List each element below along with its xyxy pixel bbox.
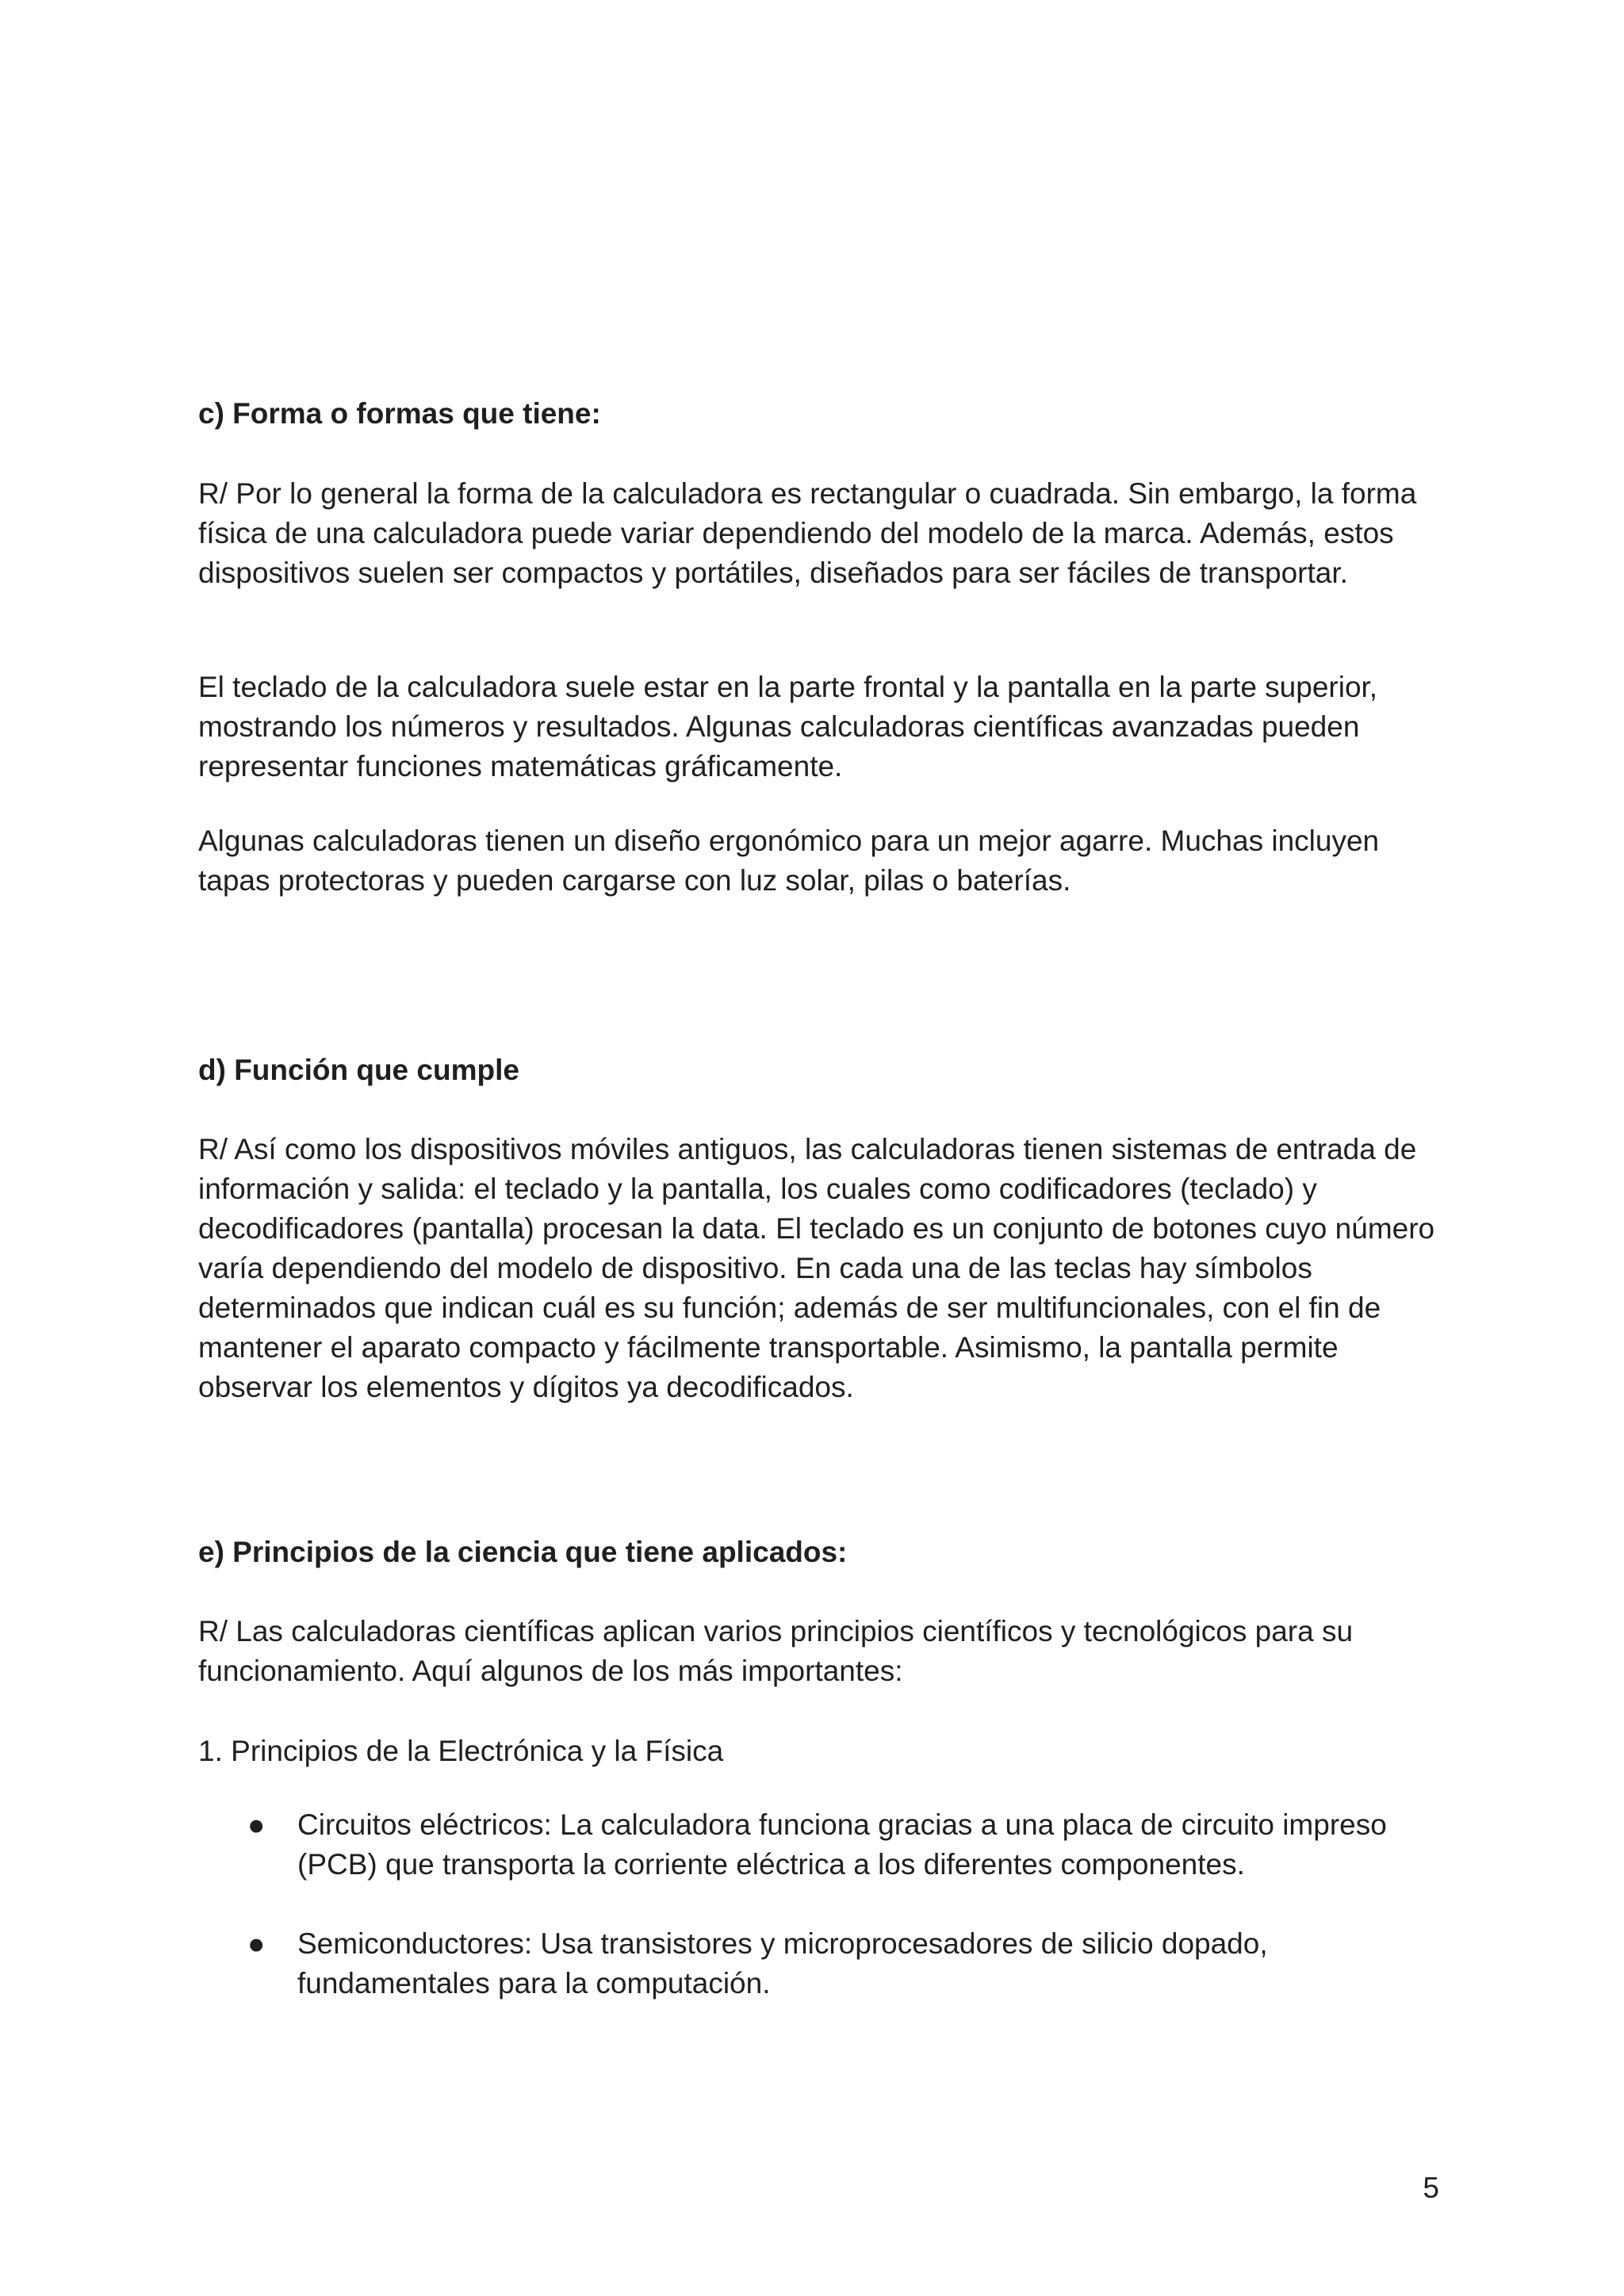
section-e-heading: e) Principios de la ciencia que tiene aplicados: — [198, 1536, 848, 1568]
section-d-paragraph-1 — [198, 1130, 1439, 1407]
paragraph-text: R/ Por lo general la forma de la calculadora es rectangular o cuadrada. Sin embargo, la forma física de una calculadora puede variar dependiendo del modelo de la marca. Además, estos dispositivos suelen ser compactos y portátiles, diseñados para ser fáciles de transportar. — [198, 477, 1417, 589]
page-number: 5 — [1423, 2172, 1439, 2204]
bullet-list — [198, 1924, 1467, 2003]
section-c-paragraph-2 — [198, 668, 1451, 786]
list-item — [198, 1805, 1431, 1885]
section-c-heading: c) Forma o formas que tiene: — [198, 397, 601, 430]
paragraph-text: R/ Las calculadoras científicas aplican varios principios científicos y tecnológicos para su funcionamiento. Aquí algunos de los más importantes: — [198, 1615, 1354, 1687]
bullet-list — [198, 1805, 1467, 1885]
section-e-subheading: 1. Principios de la Electrónica y la Física — [198, 1735, 724, 1767]
section-c-paragraph-1 — [198, 474, 1451, 593]
list-item — [198, 1924, 1431, 2003]
section-d-heading: d) Función que cumple — [198, 1054, 519, 1086]
list-item-text: Semiconductores: Usa transistores y microprocesadores de silicio dopado, fundamentales para la computación. — [297, 1927, 1268, 1999]
section-c-paragraph-3 — [198, 821, 1435, 901]
paragraph-text: El teclado de la calculadora suele estar en la parte frontal y la pantalla en la parte superior, mostrando los números y resultados. Algunas calculadoras científicas avanzadas pueden representar funciones matemáticas gráficamente. — [198, 671, 1378, 783]
bullet-icon: ● — [247, 1808, 266, 1841]
list-item-text: Circuitos eléctricos: La calculadora funciona gracias a una placa de circuito impreso (PCB) que transporta la corriente eléctrica a los diferentes componentes. — [297, 1808, 1387, 1881]
bullet-icon: ● — [247, 1927, 266, 1960]
section-e-intro — [198, 1612, 1435, 1691]
paragraph-text: Algunas calculadoras tienen un diseño ergonómico para un mejor agarre. Muchas incluyen tapas protectoras y pueden cargarse con luz solar, pilas o baterías. — [198, 825, 1380, 897]
paragraph-text: R/ Así como los dispositivos móviles antiguos, las calculadoras tienen sistemas de entrada de información y salida: el teclado y la pantalla, los cuales como codificadores (teclado) y decodificadores (pantalla) procesan la data. El teclado es un conjunto de botones cuyo número varía dependiendo del modelo de dispositivo. En cada una de las teclas hay símbolos determinados que indican cuál es su función; además de ser multifuncionales, con el fin de mantener el aparato compacto y fácilmente transportable. Asimismo, la pantalla permite observar los elementos y dígitos ya decodificados. — [198, 1133, 1435, 1403]
